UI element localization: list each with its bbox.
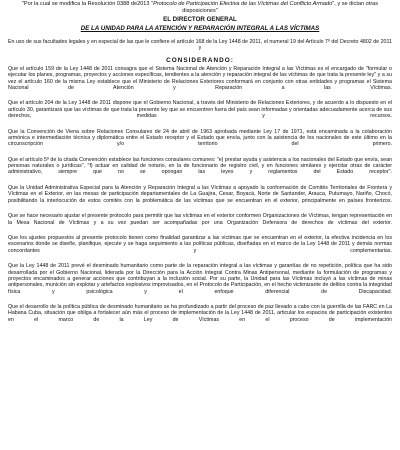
resolution-page xyxy=(4,0,396,329)
paragraph-3: Que la Convención de Viena sobre Relaciones Consulares de 24 de abril de 1963 aprobada mediante Ley 17 de 1971, está encaminada a la colaboración armónica e intermediación técnica y diplomática entre el Estado receptor y el Estado que envía, junto con la asistencia de los nacionales de este último en la circunscripción y/o territorio del primero. xyxy=(8,128,392,148)
paragraph-1: Que el artículo 159 de la Ley 1448 de 2011 consagra que el Sistema Nacional de Atención y Reparación Integral a las Víctimas es el encargado de "formular o ejecutar los planes, programas, proyectos y acciones específicas, tendientes a la atención y reparación integral de las víctimas de que trata la presente ley" y a su vez el artículo 160 de la misma Ley establece que el Ministerio de Relaciones Exteriores conformará en conjunto con otras entidades y programas el Sistema Nacional de Atención y Reparación a las Víctimas. xyxy=(8,66,392,91)
paragraph-5: Que la Unidad Administrativa Especial para la Atención y Reparación Integral a las Víctimas a apoyado la conformación de Comités Territoriales de Frontera y Víctimas en el Exterior, en las mesas de participación departamentales de La Guajira, Cesar, Boyacá, Norte de Santander, Arauca, Putumayo, Nariño, Chocó, posibilitando la interlocución de estos comités con la problemática de las víctimas que se encuentran en el exterior, principalmente en países fronterizos. xyxy=(8,185,392,204)
paragraph-7: Que los ajustes propuestos al presente protocolo tienen como finalidad garantizar a las víctimas que se encuentran en el exterior, la efectiva incidencia en los escenarios donde se diseñe, planifique, ejecute y se haga seguimiento a las políticas públicas, diseñadas en el marco de la Ley 1448 de 2011 y demás normas concordantes y complementarias. xyxy=(8,235,392,254)
paragraph-8: Que la Ley 1448 de 2011 prevé el desminado humanitario como parte de la reparación integral a las víctimas y garantías de no repetición, política que ha sido desarrollada por el Gobierno Nacional, liderada por la Dirección para la Acción Integral Contra Minas Antipersonal, mediante la formulación de programas y proyectos encaminados a generar acciones que contribuyan a la inclusión social. Por su parte, la Unidad para las Víctimas incluyó a las víctimas de minas antipersonales, munición sin explotar y artefactos explosivos improvisados, en el Protocolo de Participación, en el hecho victimizante de delitos contra la integridad física y psicológica y el enfoque diferencial de Discapacidad. xyxy=(8,263,392,295)
paragraph-9: Que el desarrollo de la política pública de desminado humanitario se ha profundizado a partir del proceso de paz llevado a cabo con la guerrilla de las FARC en La Habana Cuba, situación que obliga a fortalecer aún más el proceso de implementación de la Ley 1448 de 2011, articular los espacios de participación existentes en el marco de la Ley de Víctimas en el proceso de implementación xyxy=(8,304,392,323)
resolution-subject xyxy=(8,1,392,14)
subject-protocol-title: Protocolo de Participación Efectiva de las Víctimas del Conflicto Armado xyxy=(153,1,333,7)
issuer-title: EL DIRECTOR GENERAL xyxy=(163,16,237,24)
subject-suffix: ", y se dictan otras disposiciones" xyxy=(182,1,379,14)
legal-faculties-intro: En uso de sus facultades legales y en especial de las que le confiere el artículo 168 de la Ley 1448 de 2011, el numeral 19 del Artículo 7º del Decreto 4802 de 2011 y xyxy=(8,38,392,51)
paragraph-2: Que el artículo 204 de la Ley 1448 de 2011 dispone que el Gobierno Nacional, a través del Ministerio de Relaciones Exteriores, y de acuerdo a lo dispuesto en el artículo 30, garantizará que las víctimas de que trata la presente ley que se encuentren fuera del país sean informadas y orientadas adecuadamente acerca de sus derechos, medidas y recursos. xyxy=(8,100,392,120)
subject-prefix: "Por la cual se modifica la Resolución 0388 de2013 " xyxy=(21,1,154,7)
considerando-heading: CONSIDERANDO: xyxy=(166,57,234,64)
paragraph-6: Que se hace necesario ajustar el presente protocolo para permitir que las víctimas en el exterior conformen Organizaciones de Víctimas, tengan representación en la Mesa Nacional de Víctimas y a su vez puedan ser acompañadas por una Organización Defensora de derechos de víctimas del exterior. xyxy=(8,213,392,226)
paragraph-4: Que el artículo 5º de la citada Convención establece las funciones consulares comunes: "e) prestar ayuda y asistencia a los nacionales del Estado que envía, sean personas naturales o jurídicas", "f) actuar en calidad de notario, en la de funcionario de registro civil, y en funciones similares y ejercitar otras de carácter administrativo, siempre que no se opongan las leyes y reglamentos del Estado receptor". xyxy=(8,156,392,176)
issuer-unit: DE LA UNIDAD PARA LA ATENCIÓN Y REPARACIÓN INTEGRAL A LAS VÍCTIMAS xyxy=(80,25,320,33)
